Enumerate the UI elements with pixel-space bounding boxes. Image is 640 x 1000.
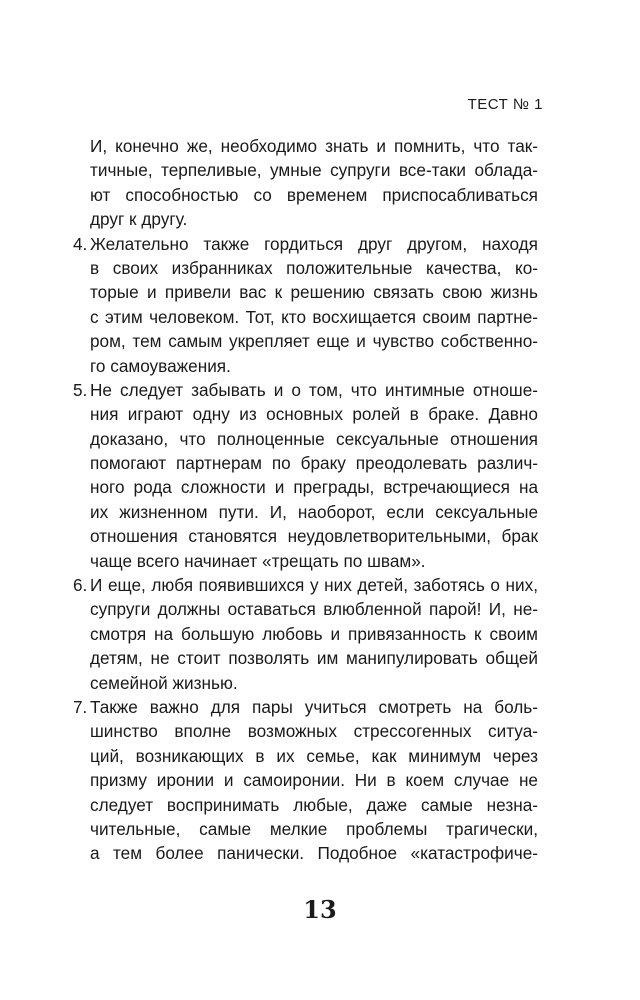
text-line: ния играют одну из основных ролей в браке. Давно [90, 404, 538, 425]
text-line: чаще всего начинает «трещать по швам». [90, 550, 426, 571]
text-line: Не следует забывать и о том, что интимные отноше- [90, 379, 538, 400]
text-line: а тем более панически. Подобное «катастрофиче- [90, 843, 538, 864]
text-line: шинство вполне возможных стрессогенных ситуа- [90, 721, 538, 742]
list-item-7 [73, 695, 538, 866]
text-line: го самоуважения. [90, 355, 231, 376]
text-line: тичные, терпеливые, умные супруги все-таки облада- [90, 160, 538, 181]
list-item-6 [73, 573, 538, 695]
running-header: ТЕСТ № 1 [467, 96, 543, 113]
list-number: 6. [73, 575, 88, 596]
text-line: чительные, самые мелкие проблемы трагически, [90, 818, 538, 839]
text-line: помогают партнерам по браку преодолевать различ- [90, 453, 538, 474]
text-line: их жизненном пути. И, наоборот, если сексуальные [90, 501, 538, 522]
text-line: ций, возникающих в их семье, как минимум через [90, 745, 538, 766]
body-text [73, 134, 538, 866]
text-line: И еще, любя появившихся у них детей, заботясь о них, [90, 575, 538, 596]
text-line: в своих избранниках положительные качества, ко- [90, 257, 538, 278]
text-line: И, конечно же, необходимо знать и помнить, что так- [90, 136, 538, 156]
text-line: Желательно также гордиться друг другом, находя [90, 233, 538, 254]
text-line: детям, не стоит позволять им манипулировать общей [90, 648, 538, 669]
text-line: торые и привели вас к решению связать свою жизнь [90, 282, 538, 303]
text-line: супруги должны оставаться влюбленной парой! И, не- [90, 599, 538, 620]
list-number: 7. [73, 696, 88, 717]
text-line: друг к другу. [90, 209, 188, 230]
text-line: доказано, что полноценные сексуальные отношения [90, 428, 538, 449]
text-line: семейной жизнью. [90, 672, 238, 693]
text-line: призму иронии и самоиронии. Ни в коем случае не [90, 770, 538, 791]
text-line: отношения становятся неудовлетворительными, брак [90, 526, 538, 547]
list-item-5 [73, 378, 538, 573]
text-line: Также важно для пары учиться смотреть на боль- [90, 696, 538, 717]
text-line: ром, тем самым укрепляет еще и чувство собственно- [90, 331, 538, 352]
intro-paragraph [90, 134, 538, 232]
list-item-4 [73, 232, 538, 378]
text-line: следует воспринимать любые, даже самые незна- [90, 794, 538, 815]
text-line: смотря на большую любовь и привязанность к своим [90, 623, 538, 644]
list-number: 4. [73, 233, 88, 254]
list-number: 5. [73, 379, 88, 400]
text-line: ют способностью со временем приспосабливаться [90, 184, 538, 205]
page-number: 13 [303, 895, 337, 924]
text-line: ного рода сложности и преграды, встречающиеся на [90, 477, 538, 498]
text-line: с этим человеком. Тот, кто восхищается своим партне- [90, 306, 538, 327]
